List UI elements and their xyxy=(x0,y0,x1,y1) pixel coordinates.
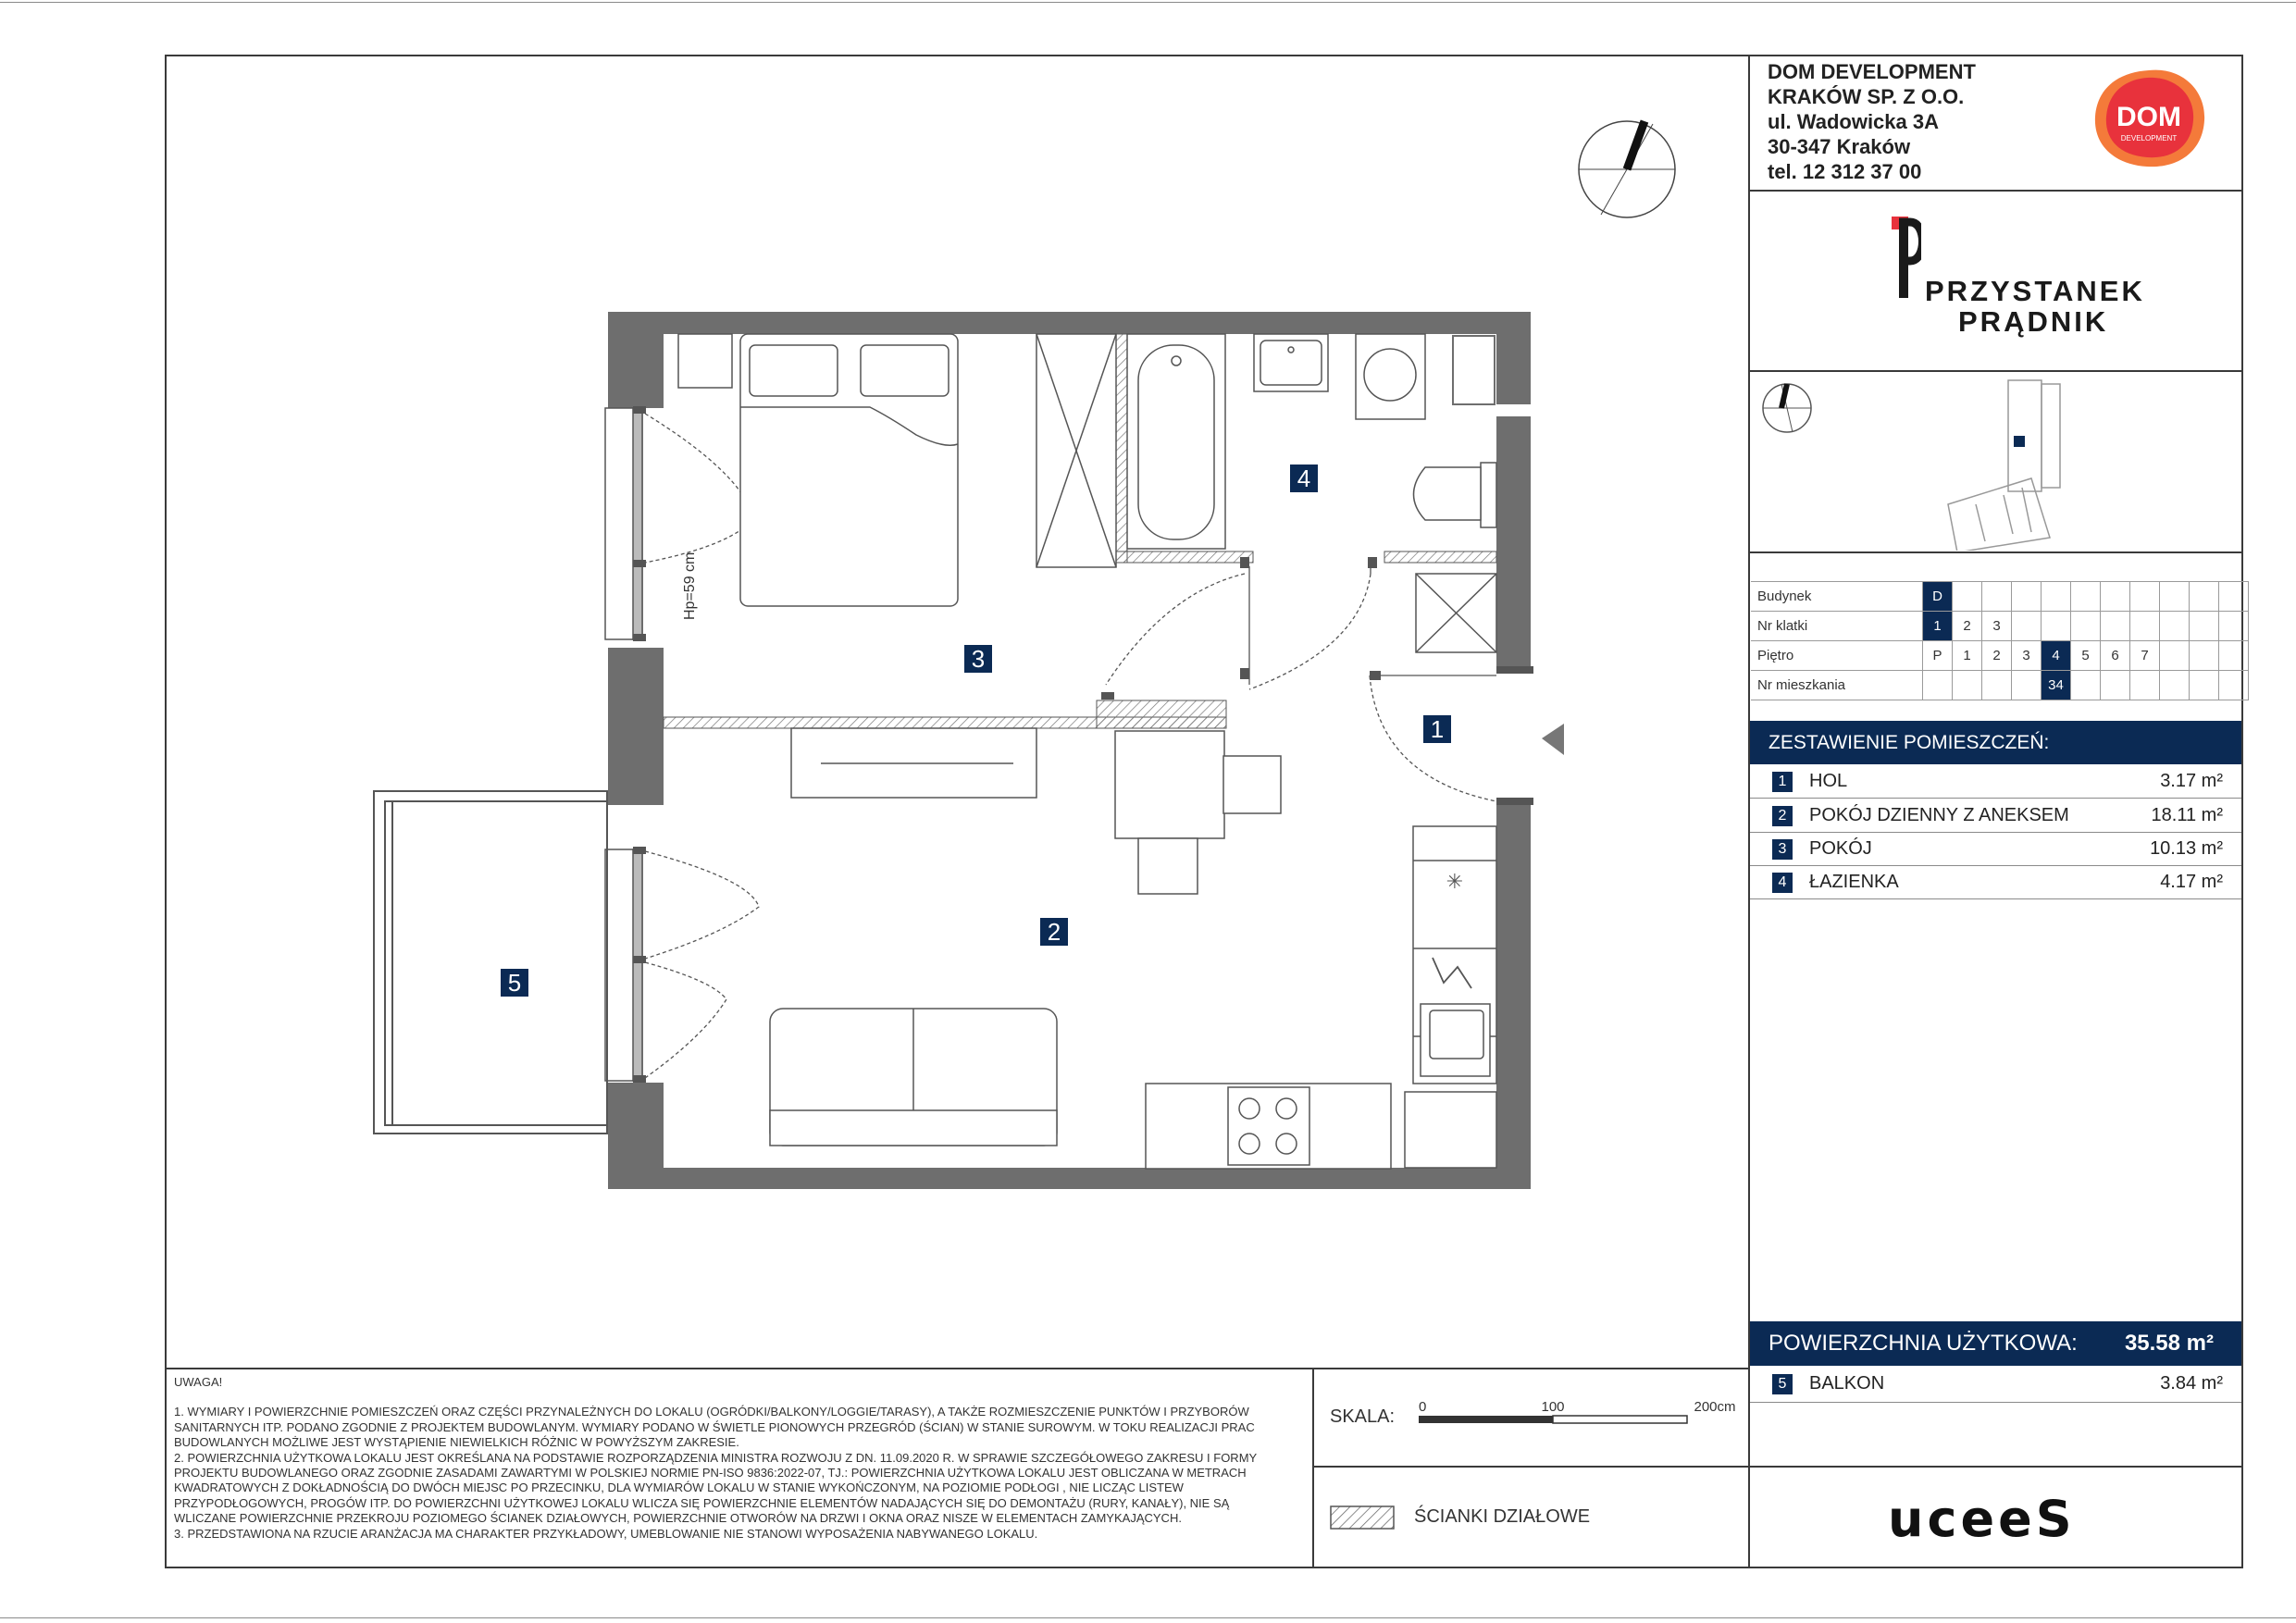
meta-cell xyxy=(2130,671,2160,700)
room-name: POKÓJ xyxy=(1809,838,1872,859)
meta-cell xyxy=(1923,671,1953,700)
meta-cell xyxy=(2219,582,2249,612)
meta-cell xyxy=(2101,582,2130,612)
meta-cell xyxy=(2012,582,2042,612)
divider-keyplan xyxy=(1748,551,2243,553)
divider-project xyxy=(1748,370,2243,372)
total-area-bar xyxy=(1750,1321,2241,1366)
scale-tick-label: 200cm xyxy=(1694,1399,1736,1415)
room-label-2 xyxy=(1040,918,1068,946)
kitchen xyxy=(1146,826,1496,1169)
unit-meta-table xyxy=(1751,581,2249,700)
meta-cell xyxy=(2190,641,2219,671)
meta-row-pietro xyxy=(1751,641,2249,671)
meta-cell xyxy=(2012,671,2042,700)
floor-plan xyxy=(167,57,1745,1366)
company-line: KRAKÓW SP. Z O.O. xyxy=(1768,85,1965,108)
room-name: HOL xyxy=(1809,771,1848,791)
key-plan xyxy=(1754,375,2240,551)
rooms-header: ZESTAWIENIE POMIESZCZEŃ: xyxy=(1750,721,2241,764)
meta-cell xyxy=(2042,612,2071,641)
meta-row-mieszkanie xyxy=(1751,671,2249,700)
legend-label: ŚCIANKI DZIAŁOWE xyxy=(1414,1506,1591,1527)
room-number: 1 xyxy=(1772,772,1793,792)
meta-cell: 34 xyxy=(2042,671,2071,700)
scale-tick-label: 100 xyxy=(1541,1399,1565,1415)
meta-cell xyxy=(2160,671,2190,700)
meta-label: Budynek xyxy=(1751,582,1923,612)
room-area: 10.13 m² xyxy=(2150,838,2223,859)
meta-cell xyxy=(2160,612,2190,641)
company-line: tel. 12 312 37 00 xyxy=(1768,160,1922,183)
partition-wall-hatch-icon xyxy=(1330,1505,1396,1531)
room-label-text: 5 xyxy=(507,969,522,997)
ucees-logo-text: uceeS xyxy=(1888,1492,2076,1543)
meta-cell xyxy=(2219,641,2249,671)
meta-cell xyxy=(2190,612,2219,641)
room-area: 3.17 m² xyxy=(2160,771,2223,791)
room-row xyxy=(1750,799,2241,833)
dom-logo-subtext: DEVELOPMENT xyxy=(2120,134,2178,142)
project-name-text-1: PRZYSTANEK xyxy=(1925,275,2145,307)
meta-cell: 3 xyxy=(2012,641,2042,671)
meta-cell xyxy=(2042,582,2071,612)
meta-cell xyxy=(2071,582,2101,612)
total-area-label: POWIERZCHNIA UŻYTKOWA: xyxy=(1769,1331,2078,1356)
notes-paragraph: 1. WYMIARY I POWIERZCHNIE POMIESZCZEŃ ORAZ CZĘŚCI PRZYNALEŻNYCH DO LOKALU (OGRÓDKI/BALKONY/LOGGIE/TARASY), A TAKŻE ROZMIESZCZENIE PUNKTÓW I PRZYBORÓW SANITARNYCH ITP. PODANO ZGODNIE Z PROJEKTEM BUDOWLANYM. WYMIARY PODANO W ŚWIETLE PIONOWYCH PRZEGRÓD (ŚCIAN) W STANIE SUROWYM. W TOKU REALIZACJI PRAC BUDOWLANYCH MOŻLIWE JEST WYSTĄPIENIE NIEWIELKICH RÓŻNIC W POWYŻSZYM ZAKRESIE. xyxy=(174,1405,1255,1450)
company-line: ul. Wadowicka 3A xyxy=(1768,110,1940,133)
meta-cell xyxy=(2160,641,2190,671)
room-row xyxy=(1750,833,2241,866)
room-area: 3.84 m² xyxy=(2160,1373,2223,1394)
room-label-5 xyxy=(501,969,528,997)
meta-cell: 3 xyxy=(1982,612,2012,641)
room-row-balcony xyxy=(1750,1368,2241,1403)
balcony xyxy=(374,791,607,1134)
room-name: ŁAZIENKA xyxy=(1809,872,1899,892)
meta-cell xyxy=(1982,582,2012,612)
meta-cell xyxy=(2071,671,2101,700)
notes-title: UWAGA! xyxy=(174,1375,223,1389)
meta-cell xyxy=(1953,582,1982,612)
meta-row-budynek xyxy=(1751,582,2249,612)
divider-scale xyxy=(1312,1368,1314,1568)
divider-scale-legend xyxy=(1312,1466,1749,1468)
meta-cell: 6 xyxy=(2101,641,2130,671)
keyplan-building-outline xyxy=(1948,380,2060,551)
room-label-text: 4 xyxy=(1297,465,1311,492)
room-number: 4 xyxy=(1772,873,1793,893)
meta-cell xyxy=(1982,671,2012,700)
total-area-value: 35.58 m² xyxy=(2124,1331,2214,1356)
meta-cell xyxy=(2101,612,2130,641)
window-swing xyxy=(645,414,754,563)
keyplan-compass-icon xyxy=(1763,384,1811,432)
door-swing-balcony-2 xyxy=(645,962,726,1078)
company-line: 30-347 Kraków xyxy=(1768,135,1911,158)
meta-cell xyxy=(2219,671,2249,700)
meta-cell xyxy=(2190,671,2219,700)
page-bottom-rule xyxy=(0,1617,2296,1618)
meta-cell: 4 xyxy=(2042,641,2071,671)
meta-cell: P xyxy=(1923,641,1953,671)
meta-cell xyxy=(1953,671,1982,700)
meta-cell xyxy=(2160,582,2190,612)
window-bedroom xyxy=(605,408,642,639)
room-label-text: 1 xyxy=(1430,715,1445,743)
meta-cell xyxy=(2190,582,2219,612)
company-line: DOM DEVELOPMENT xyxy=(1768,60,1976,83)
project-name-text-2: PRĄDNIK xyxy=(1958,305,2109,338)
meta-label: Piętro xyxy=(1751,641,1923,671)
meta-cell: 5 xyxy=(2071,641,2101,671)
room-number: 5 xyxy=(1772,1374,1793,1394)
fridge-icon: ✳ xyxy=(1446,871,1464,894)
divider-company xyxy=(1748,190,2243,192)
divider-notes xyxy=(165,1368,1749,1369)
ucees-logo xyxy=(1888,1492,2110,1543)
room-label-text: 2 xyxy=(1047,918,1061,946)
bathroom-fixtures xyxy=(1036,334,1496,652)
meta-cell xyxy=(2101,671,2130,700)
meta-cell: D xyxy=(1923,582,1953,612)
room-name: POKÓJ DZIENNY Z ANEKSEM xyxy=(1809,805,2069,825)
room-label-text: 3 xyxy=(971,645,986,673)
notes-block xyxy=(174,1375,1289,1542)
room-label-3 xyxy=(964,645,992,673)
divider-brand xyxy=(1748,1466,2243,1468)
meta-cell: 1 xyxy=(1953,641,1982,671)
room-name: BALKON xyxy=(1809,1373,1885,1394)
room-label-4 xyxy=(1290,465,1318,492)
page-top-rule xyxy=(0,2,2296,3)
meta-cell xyxy=(2071,612,2101,641)
meta-label: Nr klatki xyxy=(1751,612,1923,641)
room-area: 4.17 m² xyxy=(2160,872,2223,892)
window-living xyxy=(605,849,642,1081)
meta-cell xyxy=(2012,612,2042,641)
entrance-arrow-icon xyxy=(1542,724,1564,755)
meta-cell xyxy=(2130,612,2160,641)
meta-cell: 2 xyxy=(1953,612,1982,641)
scale-label: SKALA: xyxy=(1330,1406,1396,1427)
room-row xyxy=(1750,765,2241,799)
company-address xyxy=(1768,59,1976,184)
dom-logo-text: DOM xyxy=(2116,102,2181,132)
project-name-line2 xyxy=(1958,305,2108,339)
north-arrow-icon xyxy=(1579,121,1675,217)
meta-cell: 2 xyxy=(1982,641,2012,671)
bedroom-furniture xyxy=(678,334,958,606)
room-number: 3 xyxy=(1772,839,1793,860)
dom-development-logo xyxy=(2090,67,2208,170)
meta-cell xyxy=(2130,582,2160,612)
room-area: 18.11 m² xyxy=(2151,805,2223,825)
meta-label: Nr mieszkania xyxy=(1751,671,1923,700)
notes-paragraph: 3. PRZEDSTAWIONA NA RZUCIE ARANŻACJA MA CHARAKTER PRZYKŁADOWY, UMEBLOWANIE NIE STANOWI WYPOSAŻENIA NABYWANEGO LOKALU. xyxy=(174,1526,1038,1541)
room-row xyxy=(1750,866,2241,899)
scale-bar xyxy=(1411,1395,1744,1432)
window-height-note: Hp=59 cm xyxy=(682,551,698,620)
meta-cell: 7 xyxy=(2130,641,2160,671)
notes-paragraph: 2. POWIERZCHNIA UŻYTKOWA LOKALU JEST OKREŚLANA NA PODSTAWIE ROZPORZĄDZENIA MINISTRA ROZWOJU Z DN. 11.09.2020 R. W SPRAWIE SZCZEGÓŁOWEGO ZAKRESU I FORMY PROJEKTU BUDOWLANEGO ORAZ ZGODNIE ZASADAMI ZAWARTYMI W POLSKIEJ NORMIE PN-ISO 9836:2022-07, TJ.: POWIERZCHNIA UŻYTKOWA LOKALU JEST OBLICZANA W METRACH KWADRATOWYCH Z DOKŁADNOŚCIĄ DO DWÓCH MIEJSC PO PRZECINKU, DLA WYMIARÓW LOKALU W STANIE WYKOŃCZONYM, NA POZIOMIE PODŁOGI , NIE LICZĄC LISTEW PRZYPODŁOGOWYCH, PROGÓW ITP. DO POWIERZCHNI UŻYTKOWEJ LOKALU WLICZA SIĘ POWIERZCHNIE ELEMENTÓW NADAJĄCYCH SIĘ DO DEMONTAŻU (RURY, KANAŁY), NIE SĄ WLICZANE POWIERZCHNIE PRZEKROJU POZIOMEGO ŚCIANEK DZIAŁOWYCH, POWIERZCHNIE OTWORÓW NA DRZWI I OKNA ORAZ NISZE W ELEMENTACH ZAMYKAJĄCYCH. xyxy=(174,1450,1257,1526)
room-number: 2 xyxy=(1772,806,1793,826)
meta-cell xyxy=(2219,612,2249,641)
project-name-line1 xyxy=(1925,275,2145,308)
keyplan-unit-highlight xyxy=(2014,436,2025,447)
room-label-1 xyxy=(1423,715,1451,743)
project-logo-mark xyxy=(1890,215,1921,300)
meta-row-klatka xyxy=(1751,612,2249,641)
door-swing-balcony xyxy=(645,851,759,959)
scale-tick-label: 0 xyxy=(1419,1399,1427,1415)
meta-cell: 1 xyxy=(1923,612,1953,641)
